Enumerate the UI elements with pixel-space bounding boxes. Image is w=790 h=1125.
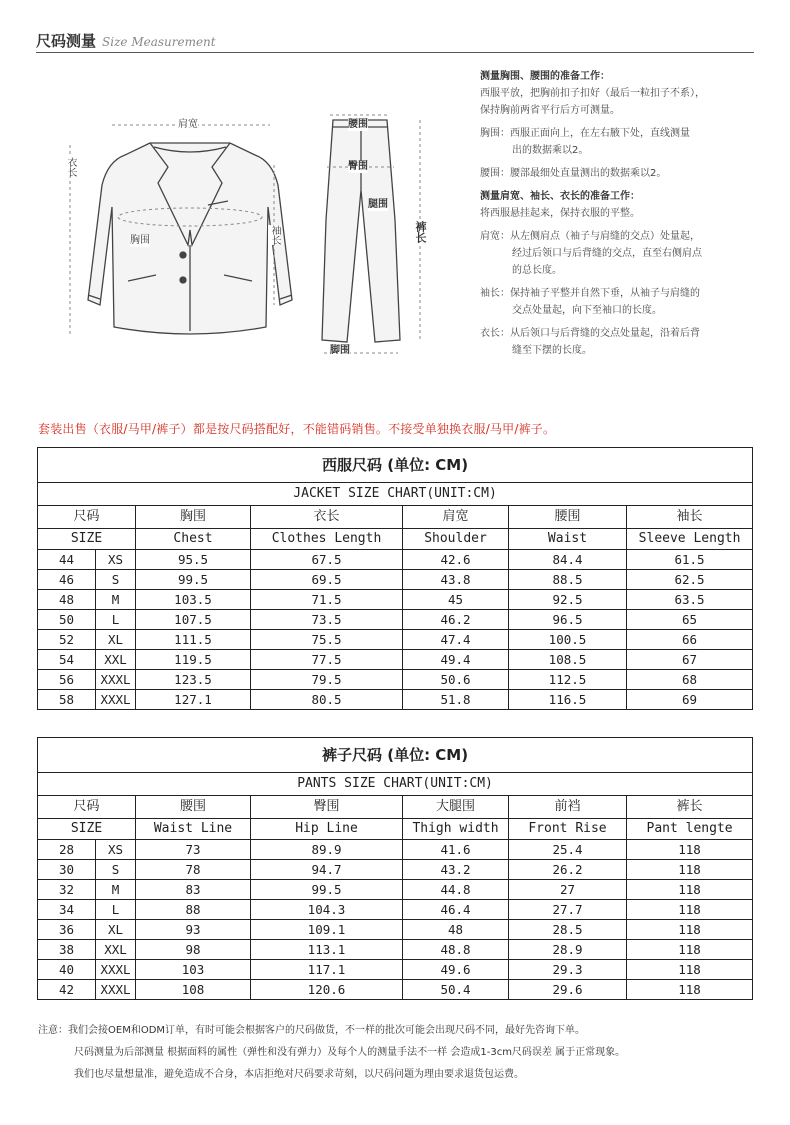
table-cell: 45 <box>403 590 509 610</box>
table-cell: S <box>96 860 136 880</box>
jacket-header-cn: 袖长 <box>627 506 753 529</box>
pants-header-en: Front Rise <box>509 819 627 840</box>
chest-line2: 出的数据乘以2。 <box>512 145 589 156</box>
table-cell: XXXL <box>96 980 136 1000</box>
table-row <box>38 550 753 570</box>
page-header <box>36 30 754 53</box>
jacket-header-cn: 胸围 <box>136 506 251 529</box>
pants-header-en: SIZE <box>38 819 136 840</box>
table-cell: 108 <box>136 980 251 1000</box>
table-cell: 120.6 <box>251 980 403 1000</box>
table-cell: 65 <box>627 610 753 630</box>
table-cell: 80.5 <box>251 690 403 710</box>
table-cell: 69 <box>627 690 753 710</box>
sleeve-line1: 袖长：保持袖子平整并自然下垂，从袖子与肩缝的 <box>480 288 700 299</box>
table-row <box>38 920 753 940</box>
table-row <box>38 860 753 880</box>
table-cell: 50 <box>38 610 96 630</box>
pants-header-cn: 尺码 <box>38 796 136 819</box>
table-cell: 36 <box>38 920 96 940</box>
table-cell: 52 <box>38 630 96 650</box>
prep2-title: 测量肩宽、袖长、衣长的准备工作： <box>480 191 640 202</box>
table-cell: 44 <box>38 550 96 570</box>
table-cell: 103 <box>136 960 251 980</box>
table-cell: 26.2 <box>509 860 627 880</box>
table-cell: 43.2 <box>403 860 509 880</box>
table-cell: 34 <box>38 900 96 920</box>
table-cell: 51.8 <box>403 690 509 710</box>
table-cell: 103.5 <box>136 590 251 610</box>
pants-header-en: Waist Line <box>136 819 251 840</box>
header-title-cn: 尺码测量 <box>36 32 97 50</box>
table-cell: 28.5 <box>509 920 627 940</box>
prep1-line2: 保持胸前两省平行后方可测量。 <box>480 105 620 116</box>
table-cell: 49.4 <box>403 650 509 670</box>
table-cell: 32 <box>38 880 96 900</box>
table-cell: 94.7 <box>251 860 403 880</box>
table-cell: 58 <box>38 690 96 710</box>
table-cell: 41.6 <box>403 840 509 860</box>
pants-size-table <box>37 737 753 1000</box>
table-cell: 54 <box>38 650 96 670</box>
table-cell: 27.7 <box>509 900 627 920</box>
table-cell: 96.5 <box>509 610 627 630</box>
suit-pants-illustration <box>50 95 460 365</box>
waist-line1: 腰围：腰部最细处直量测出的数据乘以2。 <box>480 168 667 179</box>
table-cell: 40 <box>38 960 96 980</box>
table-cell: 25.4 <box>509 840 627 860</box>
table-row <box>38 570 753 590</box>
table-cell: 104.3 <box>251 900 403 920</box>
label-jacket-length: 衣长 <box>65 157 76 177</box>
table-cell: 42 <box>38 980 96 1000</box>
table-cell: 127.1 <box>136 690 251 710</box>
table-row <box>38 960 753 980</box>
table-row <box>38 630 753 650</box>
label-hip: 臀围 <box>348 161 368 172</box>
pants-table-title: 裤子尺码 (单位: CM) <box>38 738 753 773</box>
table-cell: 62.5 <box>627 570 753 590</box>
shoulder-line2: 经过后领口与后背缝的交点，直至右侧肩点 <box>512 248 702 259</box>
table-cell: 118 <box>627 980 753 1000</box>
table-cell: 46.4 <box>403 900 509 920</box>
table-cell: 42.6 <box>403 550 509 570</box>
table-row <box>38 670 753 690</box>
jacket-header-cn: 腰围 <box>509 506 627 529</box>
pants-header-cn: 前裆 <box>509 796 627 819</box>
note-line-1: 注意：我们会接OEM和ODM订单，有时可能会根据客户的尺码做货，不一样的批次可能会出现尺码不同，最好先咨询下单。 <box>38 1025 586 1036</box>
length-line1: 衣长：从后领口与后背缝的交点处量起，沿着后背 <box>480 328 700 339</box>
table-cell: 84.4 <box>509 550 627 570</box>
jacket-header-cn: 肩宽 <box>403 506 509 529</box>
table-cell: XXL <box>96 940 136 960</box>
table-row <box>38 840 753 860</box>
table-cell: 56 <box>38 670 96 690</box>
table-cell: 108.5 <box>509 650 627 670</box>
table-cell: 98 <box>136 940 251 960</box>
table-cell: 27 <box>509 880 627 900</box>
table-cell: 48.8 <box>403 940 509 960</box>
table-cell: L <box>96 610 136 630</box>
table-cell: 46 <box>38 570 96 590</box>
sale-notice: 套装出售（衣服/马甲/裤子）都是按尺码搭配好，不能错码销售。不接受单独换衣服/马甲/裤子。 <box>38 422 556 436</box>
table-cell: 38 <box>38 940 96 960</box>
table-cell: XL <box>96 630 136 650</box>
jacket-header-en: Chest <box>136 529 251 550</box>
table-cell: M <box>96 590 136 610</box>
label-thigh: 腿围 <box>368 199 388 210</box>
pants-header-cn: 大腿围 <box>403 796 509 819</box>
table-cell: 118 <box>627 900 753 920</box>
jacket-table-title: 西服尺码 (单位: CM) <box>38 448 753 483</box>
table-cell: M <box>96 880 136 900</box>
label-sleeve: 袖长 <box>269 225 280 245</box>
jacket-header-cn: 衣长 <box>251 506 403 529</box>
note-line-2: 尺码测量为后部测量 根据面料的属性（弹性和没有弹力）及每个人的测量手法不一样 会造成1-3cm尺码误差 属于正常现象。 <box>74 1047 626 1058</box>
prep2-line1: 将西服悬挂起来，保持衣服的平整。 <box>480 208 640 219</box>
table-cell: 111.5 <box>136 630 251 650</box>
table-cell: 88 <box>136 900 251 920</box>
table-cell: 78 <box>136 860 251 880</box>
table-cell: 119.5 <box>136 650 251 670</box>
table-cell: 118 <box>627 860 753 880</box>
pants-header-en: Pant lengte <box>627 819 753 840</box>
table-cell: 93 <box>136 920 251 940</box>
table-row <box>38 880 753 900</box>
table-cell: 109.1 <box>251 920 403 940</box>
table-cell: 30 <box>38 860 96 880</box>
table-cell: 44.8 <box>403 880 509 900</box>
label-pants-waist: 腰围 <box>348 119 368 130</box>
jacket-header-en: Clothes Length <box>251 529 403 550</box>
table-cell: 116.5 <box>509 690 627 710</box>
table-cell: 67 <box>627 650 753 670</box>
table-cell: 48 <box>403 920 509 940</box>
table-cell: 99.5 <box>251 880 403 900</box>
table-cell: 66 <box>627 630 753 650</box>
table-cell: 88.5 <box>509 570 627 590</box>
pants-table-rows <box>38 840 753 1000</box>
table-cell: 92.5 <box>509 590 627 610</box>
label-chest: 胸围 <box>130 235 150 246</box>
table-cell: 63.5 <box>627 590 753 610</box>
chest-line1: 胸围：西服正面向上，在左右腋下处，直线测量 <box>480 128 690 139</box>
shoulder-line3: 的总长度。 <box>512 265 562 276</box>
table-cell: 69.5 <box>251 570 403 590</box>
table-cell: 118 <box>627 840 753 860</box>
table-cell: 75.5 <box>251 630 403 650</box>
jacket-header-en: Shoulder <box>403 529 509 550</box>
table-cell: 99.5 <box>136 570 251 590</box>
table-row <box>38 900 753 920</box>
label-pants-length: 裤长 <box>414 221 427 243</box>
prep1-line1: 西服平放，把胸前扣子扣好（最后一粒扣子不系）， <box>480 88 705 99</box>
sleeve-line2: 交点处量起，向下至袖口的长度。 <box>512 305 662 316</box>
jacket-header-en: Waist <box>509 529 627 550</box>
table-cell: XS <box>96 550 136 570</box>
table-row <box>38 610 753 630</box>
table-cell: 83 <box>136 880 251 900</box>
table-row <box>38 980 753 1000</box>
table-cell: XS <box>96 840 136 860</box>
table-cell: L <box>96 900 136 920</box>
jacket-header-en: SIZE <box>38 529 136 550</box>
length-line2: 缝至下摆的长度。 <box>512 345 592 356</box>
pants-header-en: Thigh width <box>403 819 509 840</box>
table-cell: 29.6 <box>509 980 627 1000</box>
table-cell: 67.5 <box>251 550 403 570</box>
shoulder-line1: 肩宽：从左侧肩点（袖子与肩缝的交点）处量起， <box>480 231 700 242</box>
jacket-header-cn: 尺码 <box>38 506 136 529</box>
jacket-table-subtitle: JACKET SIZE CHART(UNIT:CM) <box>38 483 753 506</box>
table-cell: 73.5 <box>251 610 403 630</box>
table-cell: 118 <box>627 880 753 900</box>
jacket-size-table <box>37 447 753 710</box>
table-cell: 28.9 <box>509 940 627 960</box>
table-cell: 43.8 <box>403 570 509 590</box>
table-cell: 118 <box>627 960 753 980</box>
jacket-table-rows <box>38 550 753 710</box>
table-cell: 79.5 <box>251 670 403 690</box>
pants-header-cn: 臀围 <box>251 796 403 819</box>
table-cell: 118 <box>627 920 753 940</box>
table-cell: XXXL <box>96 670 136 690</box>
table-cell: 46.2 <box>403 610 509 630</box>
table-cell: 47.4 <box>403 630 509 650</box>
table-cell: XXXL <box>96 960 136 980</box>
table-cell: 50.4 <box>403 980 509 1000</box>
table-cell: 77.5 <box>251 650 403 670</box>
label-hem: 脚围 <box>330 345 350 356</box>
table-cell: 89.9 <box>251 840 403 860</box>
table-row <box>38 940 753 960</box>
table-cell: 71.5 <box>251 590 403 610</box>
table-cell: 113.1 <box>251 940 403 960</box>
table-cell: 29.3 <box>509 960 627 980</box>
table-cell: 48 <box>38 590 96 610</box>
table-cell: 61.5 <box>627 550 753 570</box>
pants-header-en: Hip Line <box>251 819 403 840</box>
table-cell: 112.5 <box>509 670 627 690</box>
table-row <box>38 690 753 710</box>
jacket-header-en: Sleeve Length <box>627 529 753 550</box>
measurement-diagram <box>50 95 460 365</box>
pants-table-subtitle: PANTS SIZE CHART(UNIT:CM) <box>38 773 753 796</box>
table-row <box>38 650 753 670</box>
prep1-title: 测量胸围、腰围的准备工作： <box>480 71 610 82</box>
pants-header-cn: 裤长 <box>627 796 753 819</box>
table-cell: 107.5 <box>136 610 251 630</box>
table-cell: 68 <box>627 670 753 690</box>
table-row <box>38 590 753 610</box>
measurement-instructions <box>480 68 770 359</box>
table-cell: 118 <box>627 940 753 960</box>
table-cell: 117.1 <box>251 960 403 980</box>
table-cell: XXL <box>96 650 136 670</box>
pants-header-cn: 腰围 <box>136 796 251 819</box>
table-cell: 123.5 <box>136 670 251 690</box>
table-cell: 100.5 <box>509 630 627 650</box>
footer-notes <box>38 1020 758 1086</box>
table-cell: 28 <box>38 840 96 860</box>
table-cell: 95.5 <box>136 550 251 570</box>
table-cell: XXXL <box>96 690 136 710</box>
table-cell: 50.6 <box>403 670 509 690</box>
table-cell: XL <box>96 920 136 940</box>
table-cell: 73 <box>136 840 251 860</box>
table-cell: S <box>96 570 136 590</box>
label-shoulder: 肩宽 <box>178 119 198 130</box>
table-cell: 49.6 <box>403 960 509 980</box>
header-title-en: Size Measurement <box>102 35 216 49</box>
note-line-3: 我们也尽量想量准，避免造成不合身，本店拒绝对尺码要求苛刻，以尺码问题为理由要求退货包运费。 <box>74 1069 524 1080</box>
